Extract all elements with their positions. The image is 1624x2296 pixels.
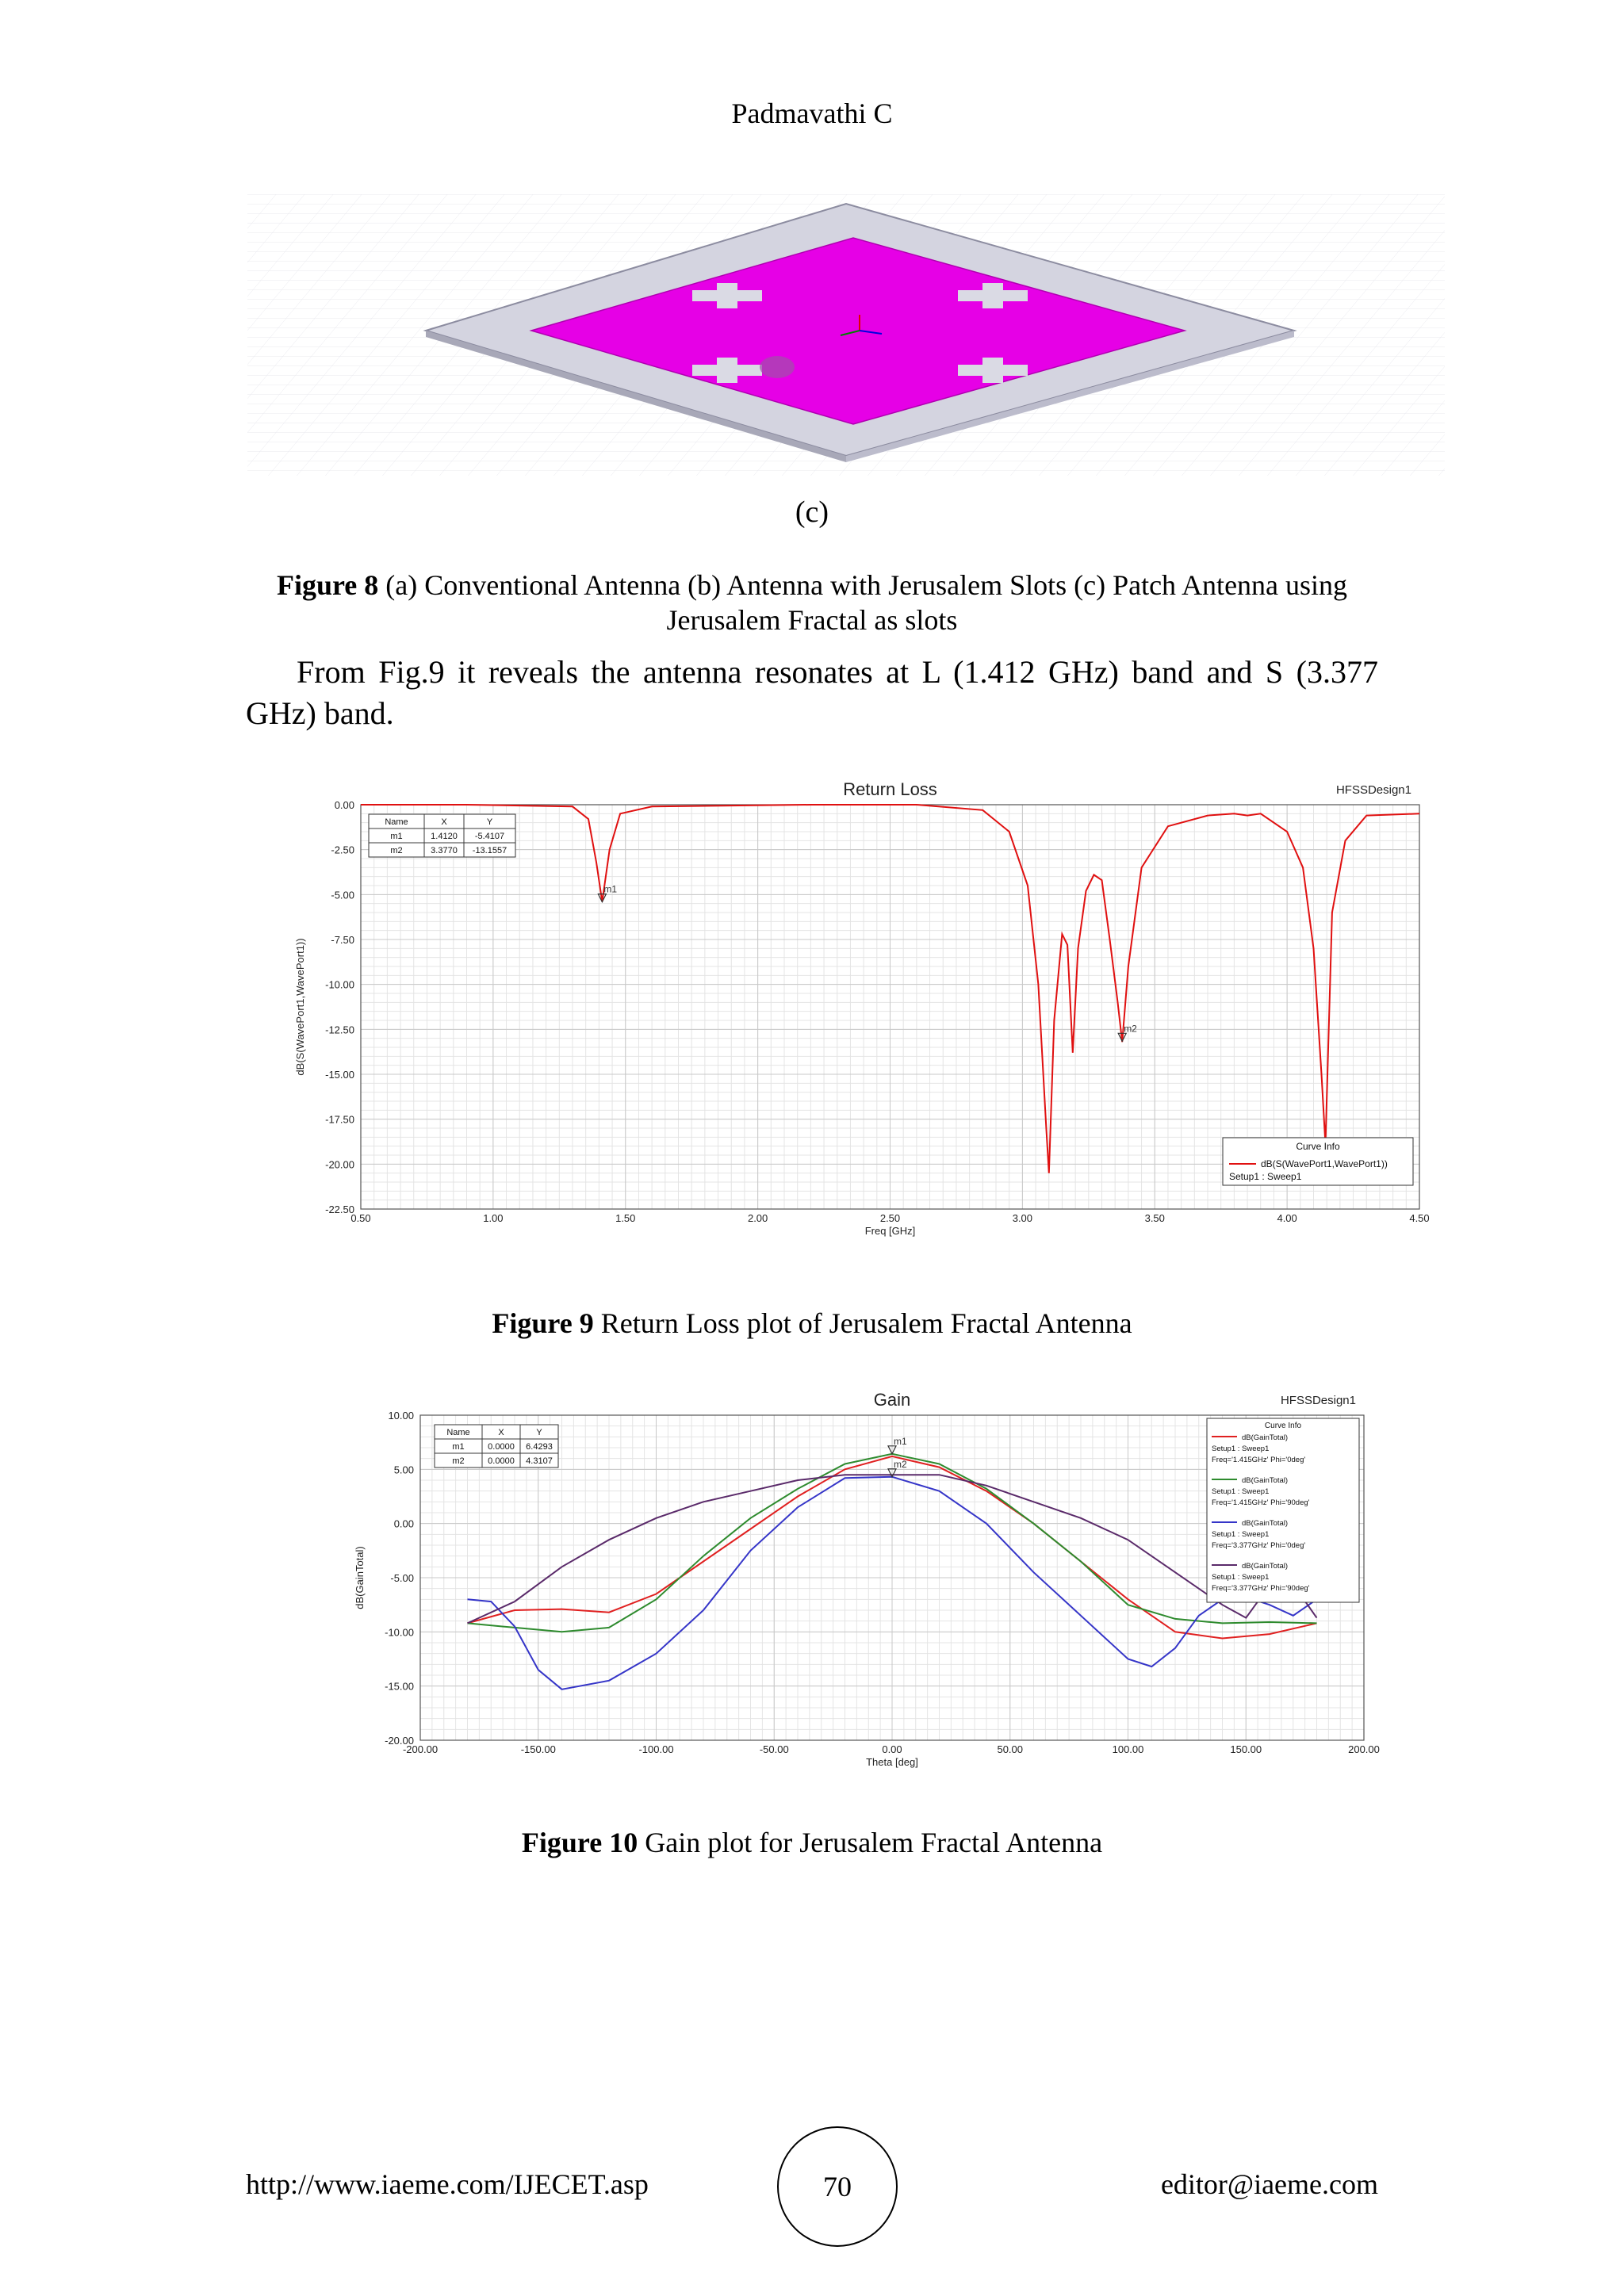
figure-9-caption-label: Figure 9 xyxy=(492,1307,594,1339)
marker-table-value: m1 xyxy=(452,1442,465,1452)
figure-8-caption-text: (a) Conventional Antenna (b) Antenna with Jerusalem Slots (c) Patch Antenna using Jerusalem Fractal as slots xyxy=(378,569,1348,636)
marker-table-value: 1.4120 xyxy=(431,832,458,841)
x-tick-label: 1.50 xyxy=(615,1212,636,1224)
legend-entry: dB(GainTotal) xyxy=(1242,1433,1289,1442)
chart-title: Return Loss xyxy=(843,779,937,799)
figure-8-caption-label: Figure 8 xyxy=(276,569,379,601)
gain-chart xyxy=(349,1387,1396,1784)
legend-entry: dB(GainTotal) xyxy=(1242,1519,1289,1528)
x-tick-label: 3.00 xyxy=(1012,1212,1033,1224)
x-tick-label: -50.00 xyxy=(759,1743,789,1755)
legend-setup: Setup1 : Sweep1 xyxy=(1212,1445,1270,1453)
legend-freq: Freq='1.415GHz' Phi='90deg' xyxy=(1212,1498,1310,1507)
marker-table-value: 6.4293 xyxy=(526,1442,553,1452)
return-loss-chart xyxy=(285,769,1435,1261)
x-tick-label: 2.00 xyxy=(747,1212,768,1224)
x-tick-label: -150.00 xyxy=(520,1743,556,1755)
y-tick-label: -12.50 xyxy=(325,1024,354,1036)
figure-10-caption xyxy=(0,1826,1624,1859)
legend-title: Curve Info xyxy=(1264,1422,1302,1430)
x-axis-label: Freq [GHz] xyxy=(864,1225,916,1237)
running-header: Padmavathi C xyxy=(731,98,893,129)
legend-title: Curve Info xyxy=(1296,1141,1340,1152)
x-tick-label: 4.50 xyxy=(1409,1212,1430,1224)
antenna-3d-render xyxy=(247,194,1445,476)
figure-10-caption-label: Figure 10 xyxy=(521,1827,638,1858)
y-tick-label: -7.50 xyxy=(331,934,354,946)
marker-table-header: Name xyxy=(446,1428,470,1437)
y-tick-label: -2.50 xyxy=(331,844,354,856)
figure-8-caption xyxy=(246,568,1378,637)
marker-label-m1: m1 xyxy=(894,1435,907,1447)
marker-table-value: 3.3770 xyxy=(431,846,458,855)
marker-table-value: m1 xyxy=(390,832,403,841)
footer-url[interactable]: http://www.iaeme.com/IJECET.asp xyxy=(246,2168,649,2200)
legend-entry: dB(S(WavePort1,WavePort1)) xyxy=(1261,1158,1388,1169)
feed-point xyxy=(760,356,795,378)
figure-9-caption xyxy=(0,1307,1624,1340)
marker-table-header: X xyxy=(498,1428,504,1437)
marker-label-m2: m2 xyxy=(894,1458,907,1470)
y-tick-label: -5.00 xyxy=(390,1572,414,1584)
marker-table-header: Y xyxy=(536,1428,542,1437)
y-tick-label: -10.00 xyxy=(385,1626,414,1639)
x-tick-label: 150.00 xyxy=(1230,1743,1262,1755)
marker-table-value: 0.0000 xyxy=(488,1442,515,1452)
x-tick-label: 0.00 xyxy=(882,1743,902,1755)
y-tick-label: 0.00 xyxy=(334,799,354,811)
y-tick-label: -17.50 xyxy=(325,1113,354,1126)
marker-table-value: -13.1557 xyxy=(472,846,508,855)
y-axis-label: dB(S(WavePort1,WavePort1)) xyxy=(294,938,306,1076)
marker-table-header: X xyxy=(441,817,447,827)
chart-design-name: HFSSDesign1 xyxy=(1335,783,1411,797)
footer-email[interactable]: editor@iaeme.com xyxy=(1160,2168,1378,2200)
legend-entry: dB(GainTotal) xyxy=(1242,1476,1289,1485)
legend-setup: Setup1 : Sweep1 xyxy=(1212,1487,1270,1496)
x-axis-label: Theta [deg] xyxy=(866,1756,918,1768)
legend-freq: Freq='3.377GHz' Phi='90deg' xyxy=(1212,1584,1310,1593)
marker-table-header: Name xyxy=(385,817,408,827)
y-tick-label: -15.00 xyxy=(325,1069,354,1081)
marker-label-m1: m1 xyxy=(603,883,618,895)
y-axis-label: dB(GainTotal) xyxy=(354,1546,366,1609)
y-tick-label: -22.50 xyxy=(325,1203,354,1215)
x-tick-label: 100.00 xyxy=(1112,1743,1144,1755)
y-tick-label: 5.00 xyxy=(393,1464,414,1476)
y-tick-label: -10.00 xyxy=(325,978,354,991)
y-tick-label: -15.00 xyxy=(385,1680,414,1693)
x-tick-label: 1.00 xyxy=(483,1212,504,1224)
x-tick-label: 3.50 xyxy=(1144,1212,1165,1224)
legend-freq: Freq='1.415GHz' Phi='0deg' xyxy=(1212,1456,1306,1464)
legend-setup: Setup1 : Sweep1 xyxy=(1229,1171,1302,1182)
chart-design-name: HFSSDesign1 xyxy=(1280,1394,1356,1407)
x-tick-label: -100.00 xyxy=(638,1743,674,1755)
y-tick-label: -20.00 xyxy=(325,1158,354,1171)
page-number: 70 xyxy=(777,2126,898,2247)
x-tick-label: -200.00 xyxy=(402,1743,439,1755)
figure-10-caption-text: Gain plot for Jerusalem Fractal Antenna xyxy=(638,1827,1103,1858)
marker-table-value: m2 xyxy=(452,1456,465,1466)
x-tick-label: 4.00 xyxy=(1277,1212,1297,1224)
figure-9-caption-text: Return Loss plot of Jerusalem Fractal Antenna xyxy=(593,1307,1132,1339)
marker-table-value: 0.0000 xyxy=(488,1456,515,1466)
x-tick-label: 50.00 xyxy=(997,1743,1024,1755)
x-tick-label: 0.50 xyxy=(350,1212,371,1224)
legend-setup: Setup1 : Sweep1 xyxy=(1212,1573,1270,1582)
marker-table-value: m2 xyxy=(390,846,403,855)
y-tick-label: 10.00 xyxy=(388,1410,414,1422)
body-paragraph: From Fig.9 it reveals the antenna resonates at L (1.412 GHz) band and S (3.377 GHz) band. xyxy=(246,654,1378,731)
figure-8-subfigure-label: (c) xyxy=(795,496,829,529)
legend-freq: Freq='3.377GHz' Phi='0deg' xyxy=(1212,1541,1306,1550)
marker-table-header: Y xyxy=(486,817,493,827)
y-tick-label: -20.00 xyxy=(385,1735,414,1747)
x-tick-label: 200.00 xyxy=(1348,1743,1380,1755)
y-tick-label: 0.00 xyxy=(393,1517,414,1530)
x-tick-label: 2.50 xyxy=(879,1212,901,1224)
legend-setup: Setup1 : Sweep1 xyxy=(1212,1530,1270,1539)
marker-table-value: -5.4107 xyxy=(474,832,505,841)
marker-label-m2: m2 xyxy=(1124,1023,1137,1035)
chart-title: Gain xyxy=(873,1390,911,1410)
marker-table-value: 4.3107 xyxy=(526,1456,553,1466)
legend-entry: dB(GainTotal) xyxy=(1242,1562,1289,1571)
y-tick-label: -5.00 xyxy=(331,889,354,901)
